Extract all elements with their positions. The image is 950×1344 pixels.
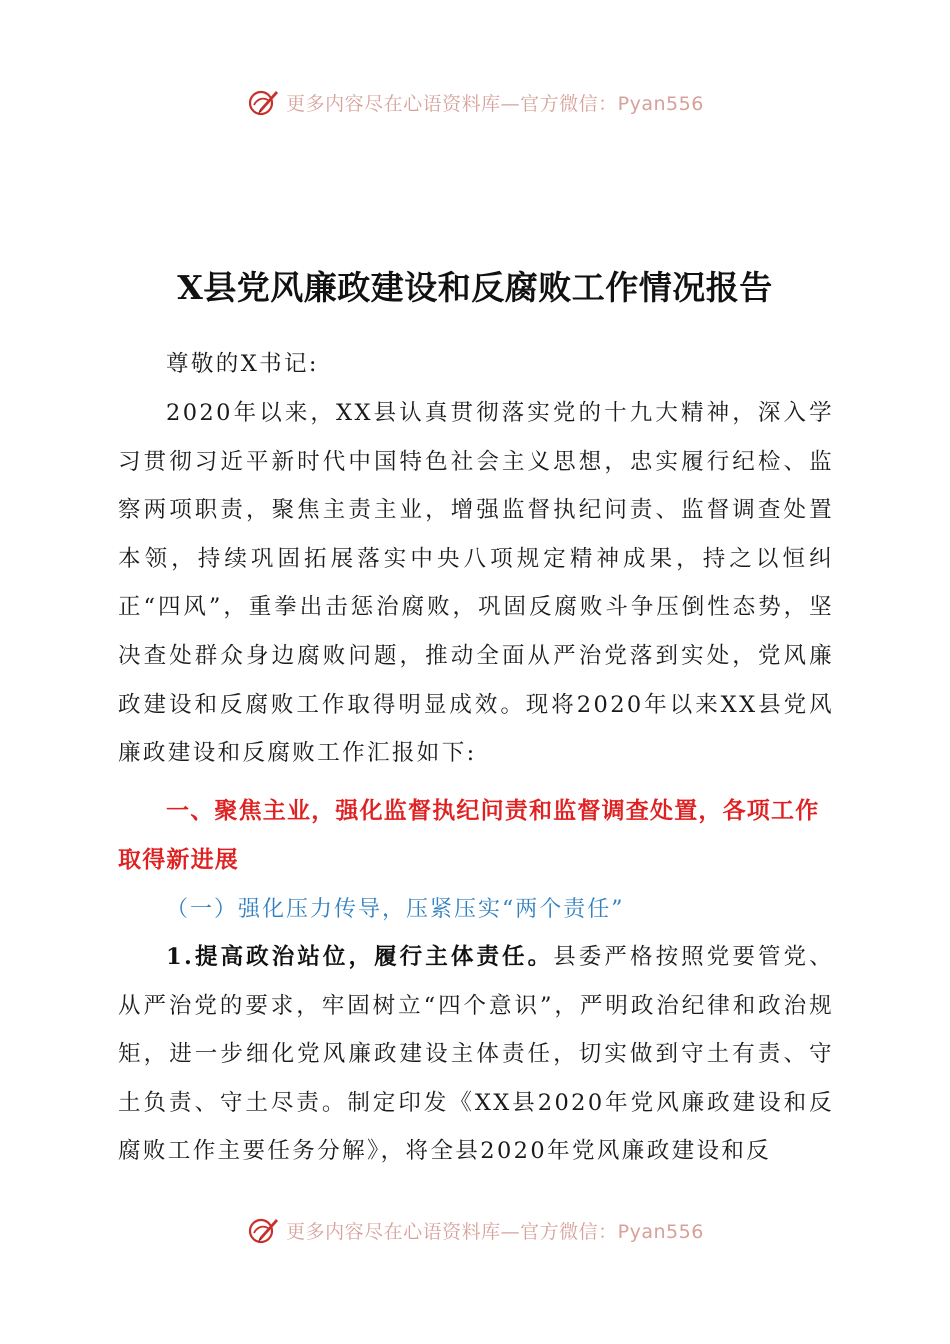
watermark-wechat-id: Pyan556 bbox=[617, 92, 704, 115]
watermark-text bbox=[286, 89, 704, 116]
watermark-footer bbox=[0, 1210, 950, 1250]
subsection-heading-1: （一）强化压力传导，压紧压实“两个责任” bbox=[166, 897, 625, 922]
salutation: 尊敬的X书记: bbox=[166, 351, 319, 377]
watermark-text-cn: 更多内容尽在心语资料库—官方微信： bbox=[286, 92, 618, 115]
watermark-wechat-id: Pyan556 bbox=[617, 1220, 704, 1243]
section-heading-1: 一、聚焦主业，强化监督执纪问责和监督调查处置，各项工作取得新进展 bbox=[118, 798, 820, 873]
paragraph-item-1-lead: 1.提高政治站位，履行主体责任。 bbox=[166, 944, 554, 970]
document-title: X县党风廉政建设和反腐败工作情况报告 bbox=[177, 268, 773, 307]
intro-paragraph: 2020年以来，XX县认真贯彻落实党的十九大精神，深入学习贯彻习近平新时代中国特色社会主义思想，忠实履行纪检、监察两项职责，聚焦主责主业，增强监督执纪问责、监督调查处置本领，持续巩固拓展落实中央八项规定精神成果，持之以恒纠正“四风”，重拳出击惩治腐败，巩固反腐败斗争压倒性态势，坚决查处群众身边腐败问题，推动全面从严治党落到实处，党风廉政建设和反腐败工作取得明显成效。现将2020年以来XX县党风廉政建设和反腐败工作汇报如下: bbox=[118, 400, 834, 767]
pen-logo-icon bbox=[246, 85, 280, 119]
paragraph-item-1-text: 县委严格按照党要管党、从严治党的要求，牢固树立“四个意识”，严明政治纪律和政治规矩，进一步细化党风廉政建设主体责任，切实做到守土有责、守土负责、守土尽责。制定印发《XX县2020年党风廉政建设和反腐败工作主要任务分解》，将全县2020年党风廉政建设和反 bbox=[118, 944, 835, 1165]
watermark-header bbox=[0, 82, 950, 122]
pen-logo-icon bbox=[246, 1213, 280, 1247]
watermark-text-cn: 更多内容尽在心语资料库—官方微信： bbox=[286, 1220, 618, 1243]
paragraph-item-1 bbox=[118, 933, 834, 1176]
watermark-text bbox=[286, 1217, 704, 1244]
